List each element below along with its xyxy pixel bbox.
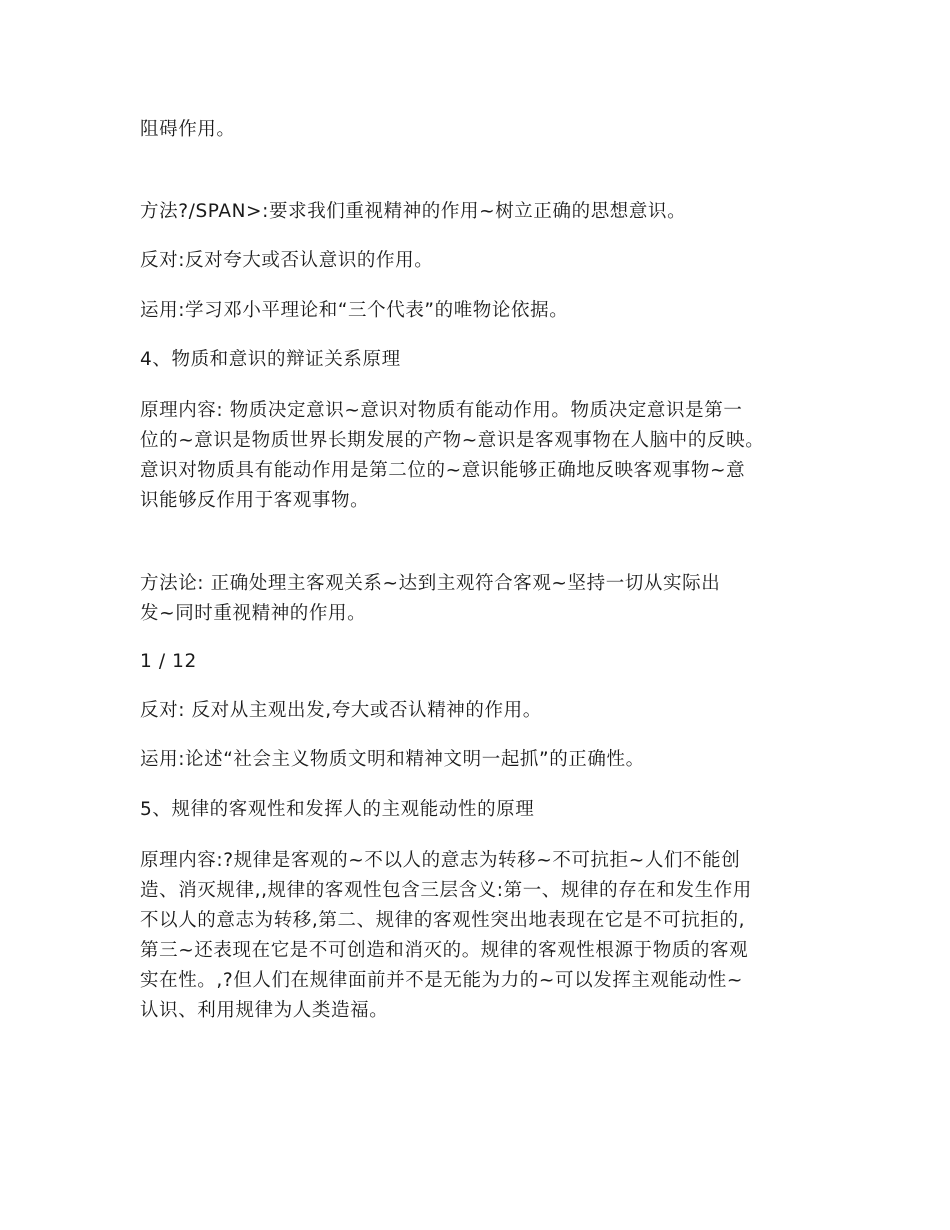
- paragraph-4: [140, 296, 810, 326]
- page-number: [140, 647, 810, 677]
- text-line: 实在性。,?但人们在规律面前并不是无能为力的~可以发挥主观能动性~: [140, 970, 744, 991]
- text-line: 运用:论述“社会主义物质文明和精神文明一起抓”的正确性。: [140, 749, 645, 770]
- text-line: 方法论: 正确处理主客观关系~达到主观符合客观~坚持一切从实际出: [140, 573, 721, 594]
- text-line: 5、规律的客观性和发挥人的主观能动性的原理: [140, 799, 535, 820]
- paragraph-10: [140, 745, 810, 775]
- paragraph-2: [140, 197, 810, 227]
- text-line: 发~同时重视精神的作用。: [140, 603, 367, 624]
- paragraph-12: [140, 846, 810, 1026]
- section-heading-4: [140, 345, 810, 375]
- paragraph-9: [140, 696, 810, 726]
- text-line: 识能够反作用于客观事物。: [140, 490, 370, 511]
- text-line: 原理内容: 物质决定意识~意识对物质有能动作用。物质决定意识是第一: [140, 400, 743, 421]
- paragraph-7: [140, 569, 810, 629]
- text-line: 反对: 反对从主观出发,夸大或否认精神的作用。: [140, 700, 542, 721]
- paragraph-6: [140, 396, 810, 516]
- text-line: 不以人的意志为转移,第二、规律的客观性突出地表现在它是不可抗拒的,: [140, 910, 746, 931]
- text-line: 第三~还表现在它是不可创造和消灭的。规律的客观性根源于物质的客观: [140, 940, 749, 961]
- text-line: 原理内容:?规律是客观的~不以人的意志为转移~不可抗拒~人们不能创: [140, 850, 741, 871]
- text-line: 位的~意识是物质世界长期发展的产物~意识是客观事物在人脑中的反映。: [140, 430, 765, 451]
- text-line: 1 / 12: [140, 651, 197, 672]
- text-line: 反对:反对夸大或否认意识的作用。: [140, 250, 434, 271]
- text-line: 意识对物质具有能动作用是第二位的~意识能够正确地反映客观事物~意: [140, 460, 746, 481]
- text-line: 造、消灭规律,,规律的客观性包含三层含义:第一、规律的存在和发生作用: [140, 880, 752, 901]
- text-line: 阻碍作用。: [140, 119, 236, 140]
- text-line: 认识、利用规律为人类造福。: [140, 1000, 389, 1021]
- text-line: 4、物质和意识的辩证关系原理: [140, 349, 401, 370]
- text-line: 方法?/SPAN>:要求我们重视精神的作用~树立正确的思想意识。: [140, 201, 687, 222]
- paragraph-1: [140, 115, 810, 145]
- section-heading-5: [140, 795, 810, 825]
- text-line: 运用:学习邓小平理论和“三个代表”的唯物论依据。: [140, 300, 569, 321]
- paragraph-3: [140, 246, 810, 276]
